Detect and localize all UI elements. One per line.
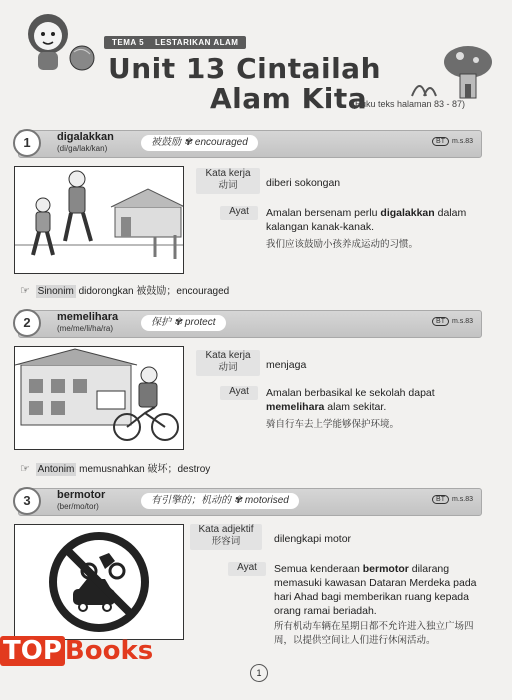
unit-title-line1: Unit 13 Cintailah [108, 52, 381, 85]
note-tag: Sinonim [37, 286, 74, 297]
sentence-2: Amalan berbasikal ke sekolah dapat memelihara alam sekitar. [266, 387, 435, 413]
page-ref: m.s.83 [451, 138, 473, 145]
pos-label-3 [190, 524, 262, 550]
vocab-word: memelihara [57, 311, 119, 323]
sentence-3: Semua kenderaan bermotor dilarang memasuki kawasan Dataran Merdeka pada hari Ahad bagi memberikan ruang kepada orang ramai beriadah. [274, 563, 477, 617]
pointing-hand-icon: ☞ [20, 285, 30, 297]
sentence-1: Amalan bersenam perlu digalakkan dalam kalangan kanak-kanak. [266, 207, 467, 233]
illustration-encouraged [14, 166, 184, 274]
mushroom-house-illustration [406, 40, 496, 102]
theme-title: LESTARIKAN ALAM [154, 38, 239, 47]
no-motor-vehicles-icon [15, 525, 183, 639]
synonym-note [20, 282, 229, 297]
bt-label: BT [432, 317, 449, 326]
pos-text: Kata adjektif [198, 524, 254, 535]
vocab-syllables: (me/me/li/ha/ra) [57, 324, 114, 333]
logo-books: Books [64, 636, 154, 666]
theme-number: TEMA 5 [112, 38, 145, 47]
page-number: 1 [250, 664, 268, 682]
pos-label-1 [196, 168, 260, 194]
bt-reference [432, 137, 473, 146]
entry-number: 1 [13, 129, 41, 157]
pos-chinese: 动词 [218, 180, 238, 191]
vocab-translation: 有引擎的；机动的 ✾ motorised [141, 493, 299, 509]
ayat-label-1: Ayat [220, 206, 258, 220]
vocab-syllables: (di/ga/lak/kan) [57, 144, 108, 153]
mascot-girl-illustration [18, 6, 100, 78]
word-bar-3 [18, 488, 482, 516]
textbook-reference: (Buku teks halaman 83 - 87) [352, 99, 466, 109]
bt-label: BT [432, 495, 449, 504]
sentence-zh-2: 骑自行车去上学能够保护环境。 [266, 419, 400, 430]
pointing-hand-icon: ☞ [20, 463, 30, 475]
entry-number: 3 [13, 487, 41, 515]
note-tag: Antonim [37, 464, 75, 475]
bt-reference [432, 495, 473, 504]
meaning-2: menjaga [266, 359, 307, 371]
pos-text: Kata kerja [205, 350, 251, 361]
word-bar-2 [18, 310, 482, 338]
pos-chinese: 形容词 [211, 536, 241, 547]
vocab-translation: 被鼓励 ✾ encouraged [141, 135, 258, 151]
children-exercising-drawing [15, 167, 183, 273]
illustration-protect [14, 346, 184, 450]
theme-badge [104, 36, 246, 49]
antonym-note [20, 460, 210, 475]
logo-top: TOP [0, 636, 65, 666]
bt-reference [432, 317, 473, 326]
pos-text: Kata kerja [205, 168, 251, 179]
illustration-motorised [14, 524, 184, 640]
boy-cycling-drawing [15, 347, 183, 449]
page-ref: m.s.83 [451, 318, 473, 325]
word-bar-1 [18, 130, 482, 158]
meaning-3: dilengkapi motor [274, 533, 352, 545]
vocab-translation: 保护 ✾ protect [141, 315, 226, 331]
bt-label: BT [432, 137, 449, 146]
page-ref: m.s.83 [451, 496, 473, 503]
sentence-zh-3: 所有机动车辆在星期日都不允许进入独立广场四周，以提供空间让人们进行休闲活动。 [274, 621, 474, 646]
pos-chinese: 动词 [218, 362, 238, 373]
entry-number: 2 [13, 309, 41, 337]
topbooks-logo [0, 636, 153, 666]
unit-title-line2: Alam Kita [210, 82, 368, 115]
pos-label-2 [196, 350, 260, 376]
note-text: didorongkan 被鼓励；encouraged [78, 286, 230, 297]
sentence-zh-1: 我们应该鼓励小孩养成运动的习惯。 [266, 239, 419, 250]
vocab-word: digalakkan [57, 131, 114, 143]
meaning-1: diberi sokongan [266, 177, 341, 189]
note-text: memusnahkan 破坏；destroy [79, 464, 211, 475]
ayat-label-2: Ayat [220, 386, 258, 400]
vocab-syllables: (ber/mo/tor) [57, 502, 99, 511]
ayat-label-3: Ayat [228, 562, 266, 576]
vocab-word: bermotor [57, 489, 106, 501]
